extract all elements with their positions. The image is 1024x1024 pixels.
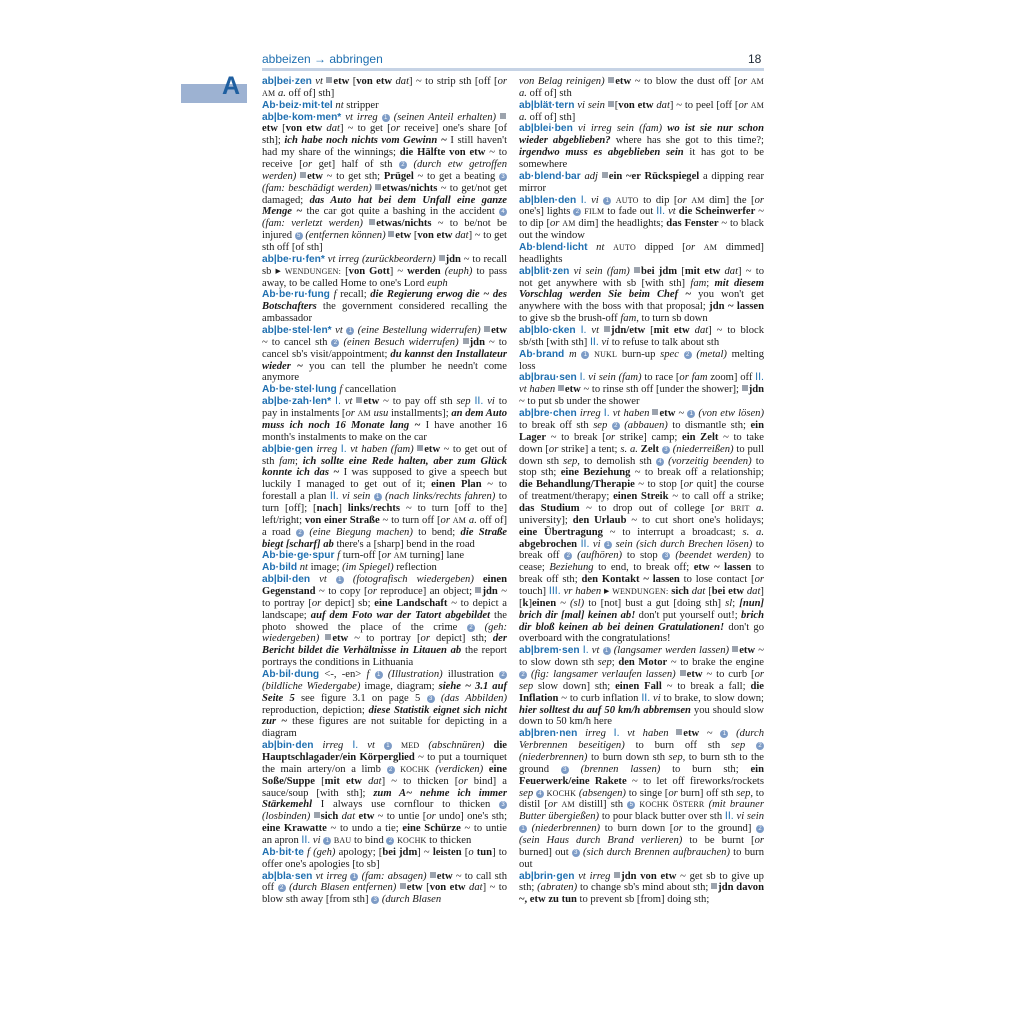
entry-headword: ab|brau·sen	[519, 372, 577, 384]
entry-body: vt etw [von etw dat] ~ to strip sth [off [or AM a. off of] sth]	[262, 76, 507, 99]
entry-headword: ab|blät·tern	[519, 99, 575, 111]
entry-body: vi sein (fam) bei jdm [mit etw dat] ~ to not get anywhere with sb [with sth] fam; mit diesem Vorschlag werden Sie beim Chef ~ you won't get anywhere with the boss with that proposal; jdn ~ lassen to give sb the brush-off fam, to turn sb down	[519, 265, 765, 325]
entry-body: vt irreg 1 (fam: absagen) etw ~ to call sth off 2 (durch Blasen entfernen) etw [von etw dat] ~ to blow sth away [from sth] 3 (durch Blasen	[262, 870, 508, 906]
entry-headword: Ab·beiz·mit·tel	[262, 99, 333, 111]
entry-headword: Ab·bil·dung	[262, 668, 320, 680]
header-rule	[262, 68, 764, 71]
dictionary-entry	[262, 562, 507, 574]
dictionary-entry	[262, 325, 507, 384]
entry-headword: ab|blen·den	[519, 194, 577, 206]
entry-body: vi irreg sein (fam) wo ist sie nur schon wieder abgeblieben? where has she got to this time?; irgendwo muss es abgeblieben sein it has got to be somewhere	[519, 123, 764, 171]
page-number: 18	[748, 52, 762, 66]
entry-headword: Ab·bit·te	[262, 846, 304, 858]
entry-headword: ab|bren·nen	[519, 728, 578, 740]
left-column	[262, 76, 507, 906]
dictionary-entry	[262, 289, 507, 325]
dictionary-entry	[262, 550, 507, 562]
entry-headword: ab|blei·ben	[519, 123, 573, 135]
right-column	[519, 76, 764, 906]
entry-body: f recall; die Regierung erwog die ~ des Botschafters the government considered recalling the ambassador	[262, 289, 507, 325]
entry-body: irreg I. vt haben etw ~ 1 (von etw lösen) to break off sth sep 2 (abbauen) to dismantle sth; ein Lager ~ to break [or strike] camp; ein Zelt ~ to take down [or strike] a tent; s. a. Zelt 3 (niederreißen) to pull down sth sep, to demolish sth 4 (vorzeitig beenden) to stop sth; eine Beziehung ~ to break off a relationship; die Behandlung/Therapie ~ to stop [or quit] the course of treatment/therapy; einen Streik ~ to call off a strike; das Studium ~ to drop out of college [or BRIT a. university]; den Urlaub ~ to cut short one's holidays; eine Übertragung ~ to interrupt a broadcast; s. a. abgebrochen II. vi 1 sein (sich durch Brechen lösen) to break off 2 (aufhören) to stop 3 (beendet werden) to cease; Beziehung to end, to break off; etw ~ lassen to break off sth; den Kontakt ~ lassen to lose contact [or touch] III. vr haben ▸ WENDUNGEN: sich dat [bei etw dat] [k]einen ~ (sl) to [not] bust a gut [doing sth] sl; [nun] brich dir [mal] keinen ab! don't put yourself out!; brich dir bloß keinen ab bei deinen Gratulationen! don't go overboard with the congratulations!	[519, 407, 765, 645]
entry-body: vt irreg jdn von etw ~ get sb to give up sth; (abraten) to change sb's mind about sth; jdn davon ~, etw zu tun to prevent sb [from] doing sth;	[519, 870, 764, 906]
entry-body: vt 1 (eine Bestellung widerrufen) etw ~ to cancel sth 2 (einen Besuch widerrufen) jdn ~ to cancel sb's visit/appointment; du kannst den Installateur wieder ~ you can tell the plumber he needn't come anymore	[262, 325, 507, 384]
entry-headword: ab|bin·den	[262, 740, 314, 752]
entry-headword: ab|be·stel·len*	[262, 325, 332, 337]
dictionary-entry	[519, 871, 764, 907]
entry-headword: ab|bre·chen	[519, 408, 577, 420]
dictionary-entry	[519, 372, 764, 408]
dictionary-entry	[262, 254, 507, 290]
dictionary-entry	[519, 100, 764, 124]
running-header: abbeizen → abbringen	[262, 52, 383, 66]
entry-headword: Ab·be·stel·lung	[262, 384, 337, 396]
entry-headword: ab|bil·den	[262, 574, 311, 586]
dictionary-entry	[262, 396, 507, 443]
entry-body: von Belag reinigen) etw ~ to blow the dust off [or AM a. off of] sth	[519, 76, 764, 99]
dictionary-entry	[519, 349, 764, 373]
dictionary-entry	[519, 76, 764, 100]
dictionary-entry	[262, 669, 507, 740]
dictionary-entry	[519, 408, 764, 645]
entry-body: f turn-off [or AM turning] lane	[337, 550, 465, 562]
entry-headword: Ab·blend·licht	[519, 242, 588, 254]
entry-headword: ab|blit·zen	[519, 265, 570, 277]
entry-body: m 1 NUKL burn-up spec 2 (metal) melting loss	[519, 348, 765, 372]
entry-body: I. vt jdn/etw [mit etw dat] ~ to block sb/sth [with sth] II. vi to refuse to talk about sth	[519, 324, 765, 348]
dictionary-entry	[262, 740, 507, 847]
entry-headword: ab|be·kom·men*	[262, 111, 342, 123]
entry-headword: Ab·brand	[519, 348, 565, 360]
entry-headword: ab|bla·sen	[262, 870, 313, 882]
entry-body: adj ein ~er Rückspiegel a dipping rear mirror	[519, 170, 764, 194]
dictionary-entry	[519, 123, 764, 170]
dictionary-entry	[262, 100, 507, 112]
entry-body: f (geh) apology; [bei jdm] ~ leisten [o tun] to offer one's apologies [to sb]	[262, 846, 507, 870]
entry-headword: Ab·bie·ge·spur	[262, 550, 335, 562]
entry-body: I. vt 1 (langsamer werden lassen) etw ~ to slow down sth sep; den Motor ~ to brake the engine 2 (fig: langsamer verlaufen lassen) etw ~ to curb [or sep slow down] sth; einen Fall ~ to break a fall; die Inflation ~ to curb inflation II. vi to brake, to slow down; hier solltest du auf 50 km/h abbremsen you should slow down to 50 km/h here	[519, 644, 765, 728]
dictionary-entry	[519, 325, 764, 349]
dictionary-entry	[262, 847, 507, 871]
entry-body: f cancellation	[339, 384, 397, 396]
dictionary-entry	[262, 76, 507, 100]
dictionary-entry	[262, 871, 507, 907]
entry-body: vt irreg (zurückbeordern) jdn ~ to recall sb ▸ WENDUNGEN: [von Gott] ~ werden (euph) to pass away, to be called Home to one's Lord euph	[262, 253, 508, 289]
entry-headword: ab|be·ru·fen*	[262, 253, 325, 265]
dictionary-entry	[519, 195, 764, 242]
dictionary-entry	[262, 444, 507, 551]
entry-headword: Ab·be·ru·fung	[262, 289, 330, 301]
entry-headword: ab|be·zah·len*	[262, 396, 332, 408]
entry-body: vi sein [von etw dat] ~ to peel [off [or AM a. off of] sth]	[519, 99, 765, 123]
dictionary-entry	[262, 574, 507, 669]
entry-headword: ab·blend·bar	[519, 170, 581, 182]
dictionary-entry	[262, 112, 507, 254]
entry-headword: ab|bie·gen	[262, 443, 313, 455]
entry-headword: ab|brin·gen	[519, 870, 575, 882]
dictionary-entry	[519, 242, 764, 266]
entry-body: I. vi 1 AUTO to dip [or AM dim] the [or one's] lights 2 FILM to fade out II. vt die Scheinwerfer ~ to dip [or AM dim] the headlights; das Fenster ~ to black out the window	[519, 193, 764, 242]
entry-body: <-, -en> f 1 (Illustration) illustration 2 (bildliche Wiedergabe) image, diagram; siehe ~ 3.1 auf Seite 5 see figure 3.1 on page 5 3 (das Abbilden) reproduction, depiction; diese Statistik eignet sich nicht zur ~ these figures are not suitable for depicting in a diagram	[262, 668, 507, 740]
entry-body: irreg I. vt haben etw ~ 1 (durch Verbrennen beseitigen) to burn off sth sep 2 (niederbrennen) to burn down sth sep, to burn sth to the ground 3 (brennen lassen) to burn sth; ein Feuerwerk/eine Rakete ~ to let off fireworks/rockets sep 4 KOCHK (absengen) to singe [or burn] off sth sep, to distil [or AM distill] sth 5 KOCHK ÖSTERR (mit brauner Butter übergießen) to pour black butter over sth II. vi sein 1 (niederbrennen) to burn down [or to the ground] 2 (sein Haus durch Brand verlieren) to be burnt [or burned] out 3 (sich durch Brennen aufbrauchen) to burn out	[519, 727, 765, 870]
entry-headword: ab|bei·zen	[262, 76, 312, 87]
entry-body: nt image; (im Spiegel) reflection	[299, 562, 437, 574]
entry-headword: ab|blo·cken	[519, 325, 576, 337]
section-letter: A	[222, 72, 241, 100]
entry-body: irreg I. vt 1 MED (abschnüren) die Hauptschlagader/ein Körperglied ~ to put a tourniquet the main artery/on a limb 2 KOCHK (verdicken) eine Soße/Suppe [mit etw dat] ~ to thicken [or bind] a sauce/soup [with sth]; zum A~ nehme ich immer Stärkemehl I always use cornflour to thicken 3 (losbinden) sich dat etw ~ to untie [or undo] one's sth; eine Krawatte ~ to undo a tie; eine Schürze ~ to untie an apron II. vi 1 BAU to bind 2 KOCHK to thicken	[262, 739, 508, 846]
dictionary-entry	[519, 171, 764, 195]
entry-headword: ab|brem·sen	[519, 645, 580, 657]
dictionary-entry	[519, 728, 764, 870]
entry-body: I. vi sein (fam) to race [or fam zoom] off II. vt haben etw ~ to rinse sth off [under the shower]; jdn ~ to put sb under the shower	[519, 371, 764, 408]
entry-body: nt AUTO dipped [or AM dimmed] headlights	[519, 242, 764, 265]
entry-body: vt 1 (fotografisch wiedergeben) einen Gegenstand ~ to copy [or reproduce] an object; jdn ~ to portray [or depict] sb; eine Landschaft ~ to depict a landscape; auf dem Foto war der Tatort abgebildet the photo showed the place of the crime 2 (geh: wiedergeben) etw ~ to portray [or depict] sth; der Bericht bildet die Verhältnisse in Litauen ab the report portrays the conditions in Lithuania	[262, 574, 508, 669]
dictionary-entry	[519, 645, 764, 728]
entry-headword: Ab·bild	[262, 562, 298, 574]
entry-body: I. vt etw ~ to pay off sth sep II. vi to pay in instalments [or AM usu installments]; an dem Auto muss ich noch 16 Monate lang ~ I have another 16 month's instalments to make on the car	[262, 395, 508, 443]
entry-body: vt irreg 1 (seinen Anteil erhalten) etw [von etw dat] ~ to get [or receive] one's share [of sth]; ich habe noch nichts vom Gewinn ~ I still haven't had my share of the winnings; die Hälfte von etw ~ to receive [or get] half of sth 2 (durch etw getroffen werden) etw ~ to get sth; Prügel ~ to get a beating 3 (fam: beschädigt werden) etwas/nichts ~ to get/not get damaged; das Auto hat bei dem Unfall eine ganze Menge ~ the car got quite a bashing in the accident 4 (fam: verletzt werden) etwas/nichts ~ to be/not be injured 5 (entfernen können) etw [von etw dat] ~ to get sth off [of sth]	[262, 111, 508, 254]
entry-body: nt stripper	[335, 99, 379, 111]
dictionary-entry	[519, 266, 764, 325]
entry-body: irreg I. vt haben (fam) etw ~ to get out of sth fam; ich sollte eine Rede halten, aber zum Glück konnte ich das ~ I was supposed to give a speech but luckily I managed to get out of it; einen Plan ~ to forestall a plan II. vi sein 1 (nach links/rechts fahren) to turn [off]; [nach] links/rechts ~ to turn [off to the] left/right; von einer Straße ~ to turn off [or AM a. off of] a road 2 (eine Biegung machen) to bend; die Straße biegt [scharf] ab there's a [sharp] bend in the road	[262, 442, 508, 550]
dictionary-entry	[262, 384, 507, 396]
